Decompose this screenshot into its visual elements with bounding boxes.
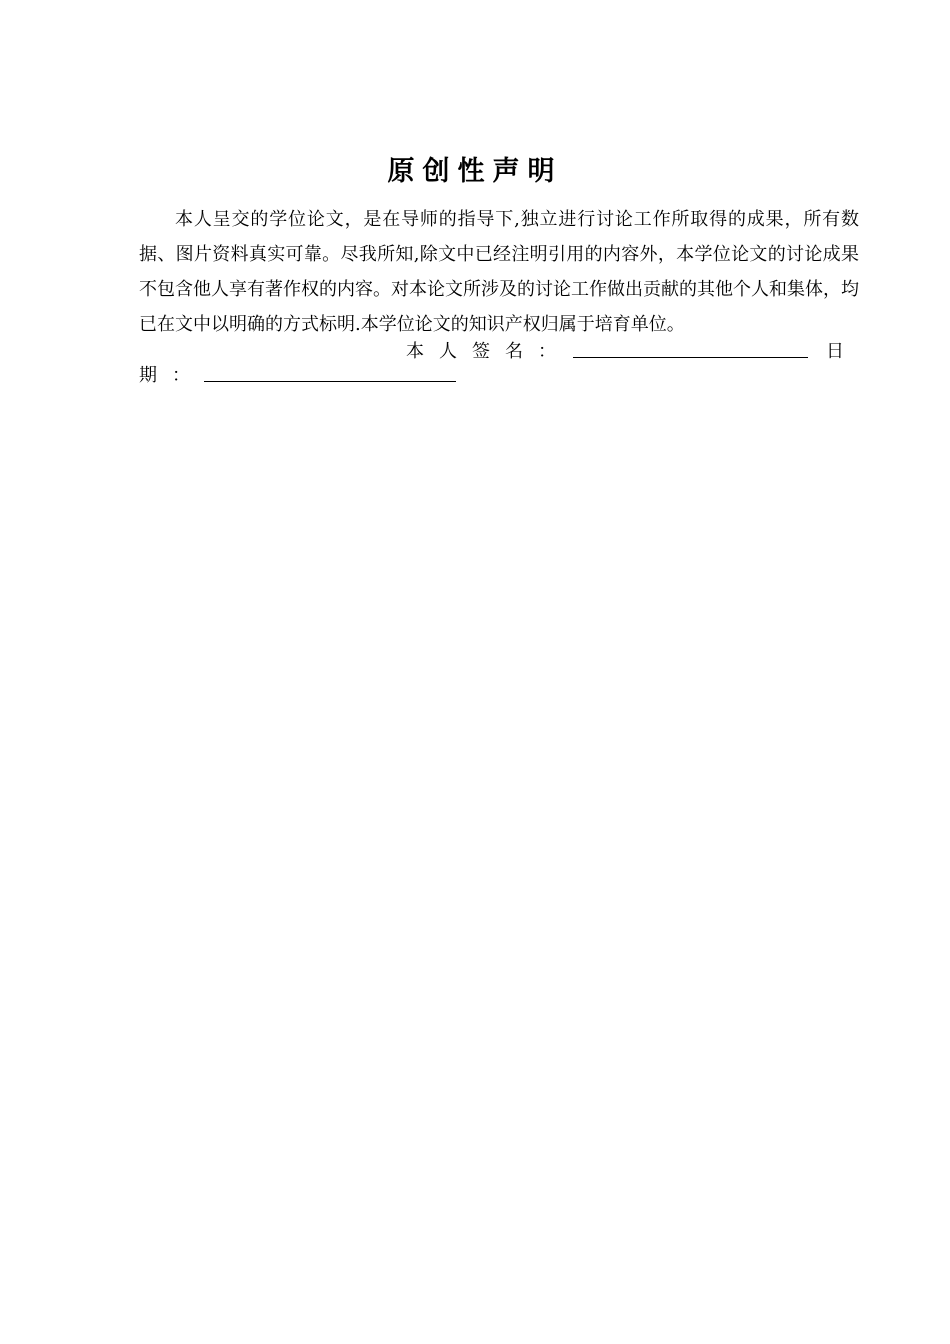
date-label-first-char: 日 [826, 341, 844, 362]
signature-label: 本人签名： [406, 341, 571, 362]
page-title: 原创性声明 [387, 156, 563, 187]
date-blank-line [204, 381, 456, 382]
signature-blank-line [573, 357, 808, 358]
date-label-rest: 期： [139, 365, 205, 386]
declaration-paragraph: 本人呈交的学位论文，是在导师的指导下,独立进行讨论工作所取得的成果，所有数据、图片资料真实可靠。尽我所知,除文中已经注明引用的内容外，本学位论文的讨论成果不包含他人享有著作权的内容。对本论文所涉及的讨论工作做出贡献的其他个人和集体，均已在文中以明确的方式标明.本学位论文的知识产权归属于培育单位。 [139, 209, 859, 335]
